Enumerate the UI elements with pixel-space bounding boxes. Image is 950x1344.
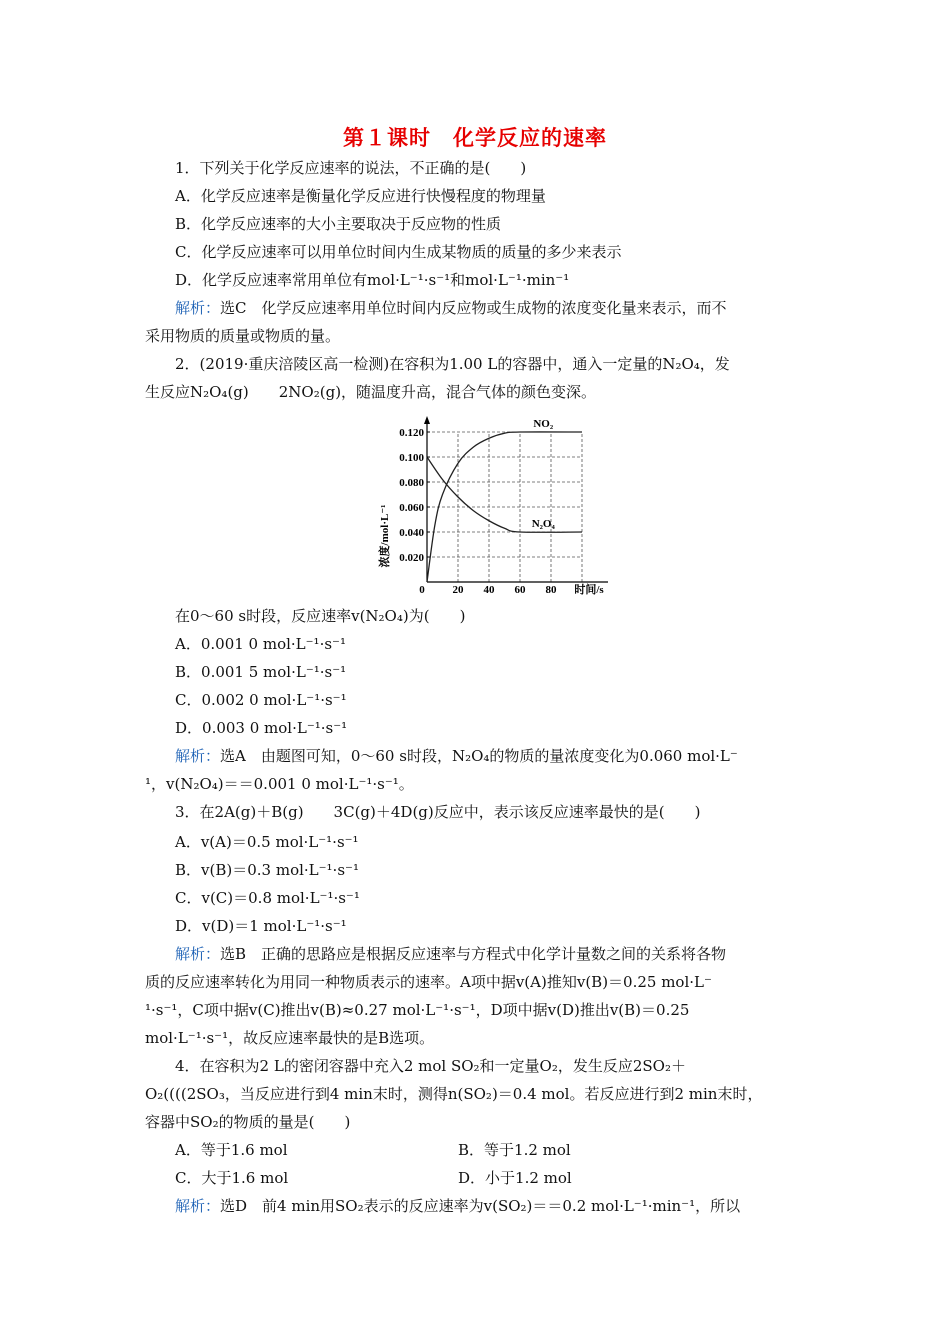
analysis-label: 解析： — [175, 1197, 221, 1215]
chart-grid — [427, 432, 582, 582]
q1-option-a: A．化学反应速率是衡量化学反应进行快慢程度的物理量 — [175, 187, 546, 205]
q4-option-c: C．大于1.6 mol — [175, 1169, 289, 1187]
analysis-label: 解析： — [175, 747, 221, 765]
q2-question: 在0～60 s时段，反应速率v(N₂O₄)为( ) — [175, 607, 466, 625]
q3-option-a: A．v(A)＝0.5 mol·L⁻¹·s⁻¹ — [175, 833, 359, 851]
chart-axes — [424, 416, 608, 582]
q2-option-d: D．0.003 0 mol·L⁻¹·s⁻¹ — [175, 719, 348, 737]
y-tick-label: 0.040 — [399, 527, 424, 539]
concentration-time-chart — [370, 412, 620, 602]
q4-stem: 4．在容积为2 L的密闭容器中充入2 mol SO₂和一定量O₂，发生反应2SO₂＋ — [175, 1057, 686, 1075]
q4-stem-cont-1: O₂((((2SO₃，当反应进行到4 min末时，测得n(SO₂)＝0.4 mol。若反应进行到2 min末时， — [145, 1085, 763, 1103]
y-tick-label: 0.060 — [399, 502, 424, 514]
q2-option-a: A．0.001 0 mol·L⁻¹·s⁻¹ — [175, 635, 346, 653]
x-tick-label: 20 — [452, 584, 464, 596]
q3-analysis-cont-3: mol·L⁻¹·s⁻¹，故反应速率最快的是B选项。 — [145, 1029, 435, 1047]
q4-option-a: A．等于1.6 mol — [175, 1141, 288, 1159]
q2-analysis — [175, 746, 738, 766]
q3-analysis-text: 选B 正确的思路应是根据反应速率与方程式中化学计量数之间的关系将各物 — [220, 945, 727, 963]
y-tick-label: 0.020 — [399, 552, 424, 564]
x-axis-title: 时间/s — [574, 584, 604, 596]
analysis-label: 解析： — [175, 945, 221, 963]
q4-analysis — [175, 1196, 740, 1216]
q3-analysis-cont-2: ¹·s⁻¹，C项中据v(C)推出v(B)≈0.27 mol·L⁻¹·s⁻¹，D项中据v(D)推出v(B)＝0.25 — [145, 1001, 690, 1019]
q1-stem: 1．下列关于化学反应速率的说法，不正确的是( ) — [175, 159, 527, 177]
q4-option-b: B．等于1.2 mol — [458, 1141, 571, 1159]
q3-option-d: D．v(D)＝1 mol·L⁻¹·s⁻¹ — [175, 917, 347, 935]
y-tick-label: 0.080 — [399, 477, 424, 489]
origin-label: 0 — [419, 584, 425, 596]
q4-option-d: D．小于1.2 mol — [458, 1169, 572, 1187]
q4-analysis-text: 选D 前4 min用SO₂表示的反应速率为v(SO₂)＝＝0.2 mol·L⁻¹·min⁻¹，所以 — [220, 1197, 741, 1215]
q1-analysis-text: 选C 化学反应速率用单位时间内反应物或生成物的浓度变化量来表示，而不 — [220, 299, 727, 317]
x-tick-label: 40 — [483, 584, 495, 596]
series-line-n2o4 — [427, 457, 582, 532]
x-tick-label: 60 — [514, 584, 526, 596]
x-tick-labels — [453, 584, 558, 596]
q3-option-b: B．v(B)＝0.3 mol·L⁻¹·s⁻¹ — [175, 861, 359, 879]
x-tick-label: 80 — [545, 584, 557, 596]
q3-option-c: C．v(C)＝0.8 mol·L⁻¹·s⁻¹ — [175, 889, 360, 907]
q1-option-c: C．化学反应速率可以用单位时间内生成某物质的质量的多少来表示 — [175, 243, 622, 261]
analysis-label: 解析： — [175, 299, 221, 317]
q3-analysis — [175, 944, 726, 964]
q4-stem-cont-2: 容器中SO₂的物质的量是( ) — [145, 1113, 351, 1131]
q1-analysis-cont: 采用物质的质量或物质的量。 — [145, 327, 341, 345]
q3-analysis-cont-1: 质的反应速率转化为用同一种物质表示的速率。A项中据v(A)推知v(B)＝0.25 mol·L⁻ — [145, 973, 712, 991]
y-tick-labels — [399, 427, 430, 564]
q2-analysis-cont: ¹，v(N₂O₄)＝＝0.001 0 mol·L⁻¹·s⁻¹。 — [145, 775, 414, 793]
series-label-no2: NO₂ — [533, 418, 554, 430]
q2-stem: 2．(2019·重庆涪陵区高一检测)在容积为1.00 L的容器中，通入一定量的N₂O₄，发 — [175, 355, 730, 373]
y-axis-title: 浓度/mol·L⁻¹ — [379, 504, 391, 568]
q1-option-b: B．化学反应速率的大小主要取决于反应物的性质 — [175, 215, 502, 233]
series-label-n2o4: N₂O₄ — [531, 518, 555, 530]
q2-option-c: C．0.002 0 mol·L⁻¹·s⁻¹ — [175, 691, 347, 709]
q2-analysis-text: 选A 由题图可知，0～60 s时段，N₂O₄的物质的量浓度变化为0.060 mol·L⁻ — [220, 747, 738, 765]
page-title: 第１课时 化学反应的速率 — [343, 126, 607, 150]
q2-stem-cont: 生反应N₂O₄(g) 2NO₂(g)，随温度升高，混合气体的颜色变深。 — [145, 383, 597, 401]
q1-option-d: D．化学反应速率常用单位有mol·L⁻¹·s⁻¹和mol·L⁻¹·min⁻¹ — [175, 271, 570, 289]
q3-stem: 3．在2A(g)＋B(g) 3C(g)＋4D(g)反应中，表示该反应速率最快的是( ) — [175, 803, 701, 821]
q2-option-b: B．0.001 5 mol·L⁻¹·s⁻¹ — [175, 663, 347, 681]
y-tick-label: 0.120 — [399, 427, 424, 439]
chart-curves — [427, 418, 582, 582]
y-axis-arrow — [424, 416, 430, 424]
q1-analysis — [175, 298, 727, 318]
y-tick-label: 0.100 — [399, 452, 424, 464]
